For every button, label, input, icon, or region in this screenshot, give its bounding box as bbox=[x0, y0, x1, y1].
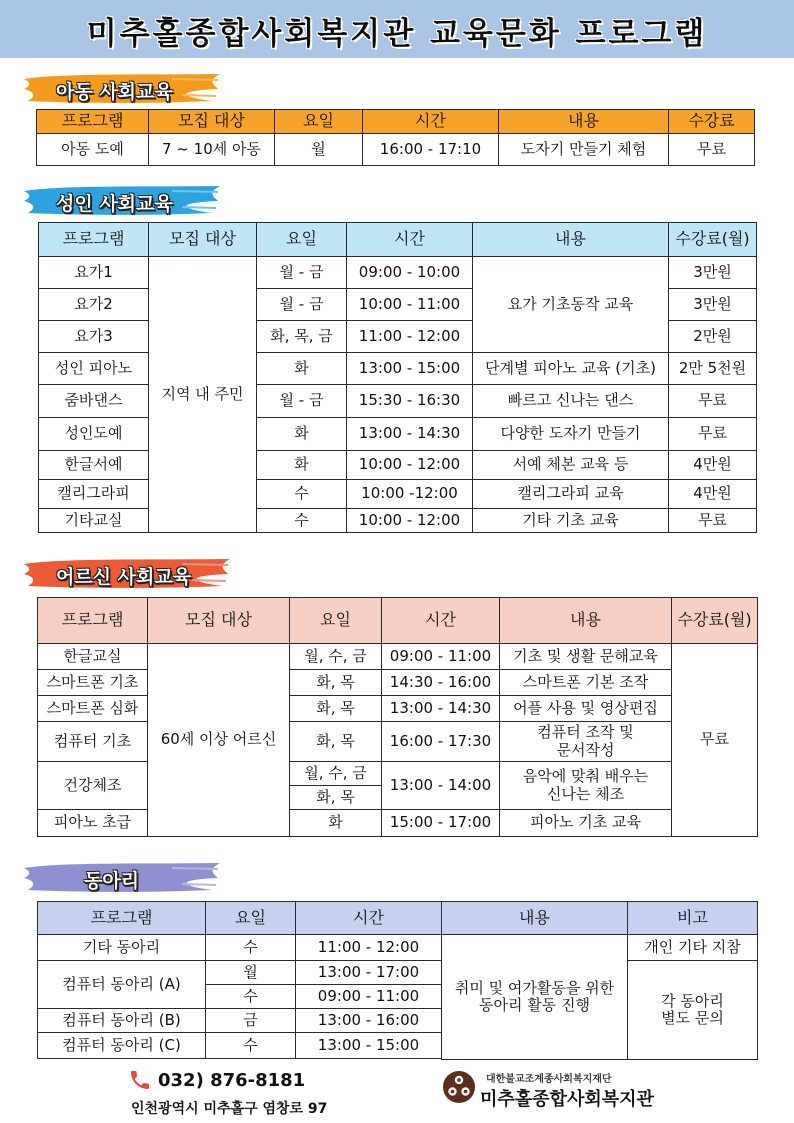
column-header: 모집 대상 bbox=[148, 598, 290, 644]
phone-icon bbox=[128, 1068, 152, 1092]
class-time: 16:00 - 17:30 bbox=[382, 722, 500, 762]
class-time: 13:00 - 14:00 bbox=[382, 762, 500, 810]
class-day: 월 - 금 bbox=[257, 385, 347, 418]
section-title: 동아리 bbox=[84, 870, 140, 892]
class-time: 13:00 - 14:30 bbox=[347, 418, 473, 451]
contact-phone bbox=[128, 1068, 305, 1092]
class-note: 개인 기타 지참 bbox=[628, 935, 758, 961]
class-content: 다양한 도자기 만들기 bbox=[473, 418, 669, 451]
section-label-adult bbox=[22, 183, 222, 217]
class-content: 기초 및 생활 문해교육 bbox=[500, 644, 672, 670]
table-row bbox=[39, 257, 757, 289]
class-time: 09:00 - 10:00 bbox=[347, 257, 473, 289]
class-day: 화, 목 bbox=[290, 722, 382, 762]
class-day: 월 bbox=[206, 961, 296, 985]
program-name: 기타 동아리 bbox=[38, 935, 206, 961]
column-header: 모집 대상 bbox=[149, 110, 275, 134]
program-name: 성인 피아노 bbox=[39, 353, 149, 385]
class-fee: 무료 bbox=[672, 644, 758, 837]
spacer-cell bbox=[38, 1059, 206, 1060]
class-note bbox=[628, 961, 758, 1060]
program-name: 기타교실 bbox=[39, 509, 149, 533]
program-name: 컴퓨터 동아리 (C) bbox=[38, 1033, 206, 1059]
class-day: 화, 목 bbox=[290, 786, 382, 810]
content-line: 신나는 체조 bbox=[546, 784, 625, 803]
target-group: 지역 내 주민 bbox=[149, 257, 257, 533]
spacer-cell bbox=[206, 1059, 296, 1060]
program-name: 요가1 bbox=[39, 257, 149, 289]
class-fee: 4만원 bbox=[669, 480, 757, 509]
note-line: 별도 문의 bbox=[661, 1009, 724, 1027]
class-fee: 무료 bbox=[669, 509, 757, 533]
content-line: 문서작성 bbox=[556, 740, 615, 759]
column-header: 요일 bbox=[290, 598, 382, 644]
class-fee: 무료 bbox=[669, 134, 755, 166]
organization-name: 미추홀종합사회복지관 bbox=[480, 1089, 654, 1110]
class-day: 수 bbox=[206, 985, 296, 1009]
class-time: 13:00 - 14:30 bbox=[382, 696, 500, 722]
content-line: 동아리 활동 진행 bbox=[479, 996, 590, 1014]
class-time: 15:00 - 17:00 bbox=[382, 810, 500, 837]
foundation-logo bbox=[442, 1070, 476, 1104]
content-line: 음악에 맞춰 배우는 bbox=[522, 767, 649, 786]
table-row bbox=[39, 353, 757, 385]
table-header-row bbox=[38, 598, 758, 644]
table-row bbox=[38, 644, 758, 670]
class-day: 수 bbox=[206, 935, 296, 961]
class-day: 화 bbox=[257, 353, 347, 385]
class-time: 10:00 - 12:00 bbox=[347, 451, 473, 480]
column-header: 프로그램 bbox=[38, 598, 148, 644]
class-day: 수 bbox=[257, 509, 347, 533]
class-time: 13:00 - 15:00 bbox=[296, 1033, 442, 1059]
class-content bbox=[442, 935, 628, 1060]
class-content: 캘리그라피 교육 bbox=[473, 480, 669, 509]
program-name: 캘리그라피 bbox=[39, 480, 149, 509]
class-day: 화, 목 bbox=[290, 670, 382, 696]
class-day: 화 bbox=[290, 810, 382, 837]
column-header: 내용 bbox=[500, 598, 672, 644]
class-time: 10:00 - 12:00 bbox=[347, 509, 473, 533]
class-day: 월 bbox=[275, 134, 363, 166]
class-content: 빠르고 신나는 댄스 bbox=[473, 385, 669, 418]
class-fee: 2만 5천원 bbox=[669, 353, 757, 385]
content-line: 컴퓨터 조작 및 bbox=[537, 723, 634, 742]
class-day: 화 bbox=[257, 451, 347, 480]
table-row bbox=[38, 810, 758, 837]
class-day: 월 - 금 bbox=[257, 257, 347, 289]
target-group: 7 ~ 10세 아동 bbox=[149, 134, 275, 166]
table-row bbox=[38, 696, 758, 722]
column-header: 시간 bbox=[296, 902, 442, 935]
table-row bbox=[38, 722, 758, 762]
class-time: 10:00 -12:00 bbox=[347, 480, 473, 509]
class-time: 10:00 - 11:00 bbox=[347, 289, 473, 321]
class-time: 11:00 - 12:00 bbox=[296, 935, 442, 961]
section-title: 어르신 사회교육 bbox=[56, 566, 192, 588]
club-program-table bbox=[37, 901, 758, 1060]
section-title: 성인 사회교육 bbox=[56, 193, 173, 215]
section-label-senior bbox=[22, 556, 232, 590]
class-content: 기타 기초 교육 bbox=[473, 509, 669, 533]
section-label-club bbox=[22, 860, 222, 894]
program-name: 건강체조 bbox=[38, 762, 148, 810]
program-name: 스마트폰 기초 bbox=[38, 670, 148, 696]
column-header: 시간 bbox=[347, 223, 473, 257]
class-content: 서예 체본 교육 등 bbox=[473, 451, 669, 480]
class-time: 13:00 - 16:00 bbox=[296, 1009, 442, 1033]
column-header: 시간 bbox=[382, 598, 500, 644]
class-content bbox=[500, 762, 672, 810]
program-name: 스마트폰 심화 bbox=[38, 696, 148, 722]
class-day: 화, 목, 금 bbox=[257, 321, 347, 353]
adult-program-table bbox=[38, 222, 757, 533]
program-name: 한글서예 bbox=[39, 451, 149, 480]
page-title: 미추홀종합사회복지관 교육문화 프로그램 bbox=[86, 16, 708, 52]
class-content: 스마트폰 기본 조작 bbox=[500, 670, 672, 696]
class-content bbox=[500, 722, 672, 762]
phone-number: 032) 876-8181 bbox=[158, 1069, 306, 1091]
column-header: 프로그램 bbox=[37, 110, 149, 134]
program-name: 요가2 bbox=[39, 289, 149, 321]
class-time: 11:00 - 12:00 bbox=[347, 321, 473, 353]
column-header: 비고 bbox=[628, 902, 758, 935]
class-content: 도자기 만들기 체험 bbox=[499, 134, 669, 166]
column-header: 수강료(월) bbox=[669, 223, 757, 257]
class-day: 화, 목 bbox=[290, 696, 382, 722]
column-header: 요일 bbox=[206, 902, 296, 935]
target-group: 60세 이상 어르신 bbox=[148, 644, 290, 837]
content-line: 취미 및 여가활동을 위한 bbox=[454, 978, 615, 997]
class-time: 09:00 - 11:00 bbox=[382, 644, 500, 670]
section-title: 아동 사회교육 bbox=[56, 81, 173, 103]
class-day: 화 bbox=[257, 418, 347, 451]
table-row bbox=[39, 385, 757, 418]
class-fee: 3만원 bbox=[669, 289, 757, 321]
table-header-row bbox=[37, 110, 755, 134]
table-header-row bbox=[38, 902, 758, 935]
children-program-table bbox=[36, 109, 755, 166]
address: 인천광역시 미추홀구 염창로 97 bbox=[131, 1101, 328, 1117]
spacer-cell bbox=[296, 1059, 442, 1060]
class-time: 09:00 - 11:00 bbox=[296, 985, 442, 1009]
program-name: 피아노 초급 bbox=[38, 810, 148, 837]
class-fee: 무료 bbox=[669, 418, 757, 451]
table-header-row bbox=[39, 223, 757, 257]
column-header: 요일 bbox=[257, 223, 347, 257]
class-fee: 4만원 bbox=[669, 451, 757, 480]
class-time: 15:30 - 16:30 bbox=[347, 385, 473, 418]
section-label-children bbox=[22, 71, 222, 105]
program-name: 줌바댄스 bbox=[39, 385, 149, 418]
column-header: 시간 bbox=[363, 110, 499, 134]
program-name: 성인도예 bbox=[39, 418, 149, 451]
foundation-name: 대한불교조계종사회복지재단 bbox=[486, 1074, 612, 1085]
class-fee: 무료 bbox=[669, 385, 757, 418]
class-time: 14:30 - 16:00 bbox=[382, 670, 500, 696]
class-day: 금 bbox=[206, 1009, 296, 1033]
column-header: 수강료(월) bbox=[672, 598, 758, 644]
program-name: 컴퓨터 동아리 (B) bbox=[38, 1009, 206, 1033]
program-name: 컴퓨터 동아리 (A) bbox=[38, 961, 206, 1009]
column-header: 프로그램 bbox=[38, 902, 206, 935]
table-row bbox=[37, 134, 755, 166]
column-header: 내용 bbox=[499, 110, 669, 134]
program-name: 요가3 bbox=[39, 321, 149, 353]
column-header: 모집 대상 bbox=[149, 223, 257, 257]
table-row bbox=[38, 762, 758, 786]
table-row bbox=[38, 935, 758, 961]
column-header: 내용 bbox=[473, 223, 669, 257]
column-header: 내용 bbox=[442, 902, 628, 935]
class-content: 단계별 피아노 교육 (기초) bbox=[473, 353, 669, 385]
class-content: 요가 기초동작 교육 bbox=[473, 257, 669, 353]
class-time: 13:00 - 17:00 bbox=[296, 961, 442, 985]
table-row bbox=[39, 418, 757, 451]
program-name: 한글교실 bbox=[38, 644, 148, 670]
table-row bbox=[38, 961, 758, 985]
class-fee: 3만원 bbox=[669, 257, 757, 289]
program-name: 아동 도예 bbox=[37, 134, 149, 166]
program-name: 컴퓨터 기초 bbox=[38, 722, 148, 762]
column-header: 수강료 bbox=[669, 110, 755, 134]
class-day: 월 - 금 bbox=[257, 289, 347, 321]
class-time: 16:00 - 17:10 bbox=[363, 134, 499, 166]
class-content: 피아노 기초 교육 bbox=[500, 810, 672, 837]
column-header: 프로그램 bbox=[39, 223, 149, 257]
class-day: 수 bbox=[206, 1033, 296, 1059]
senior-program-table bbox=[37, 597, 758, 837]
class-day: 월, 수, 금 bbox=[290, 762, 382, 786]
class-fee: 2만원 bbox=[669, 321, 757, 353]
table-row bbox=[39, 451, 757, 480]
class-content: 어플 사용 및 영상편집 bbox=[500, 696, 672, 722]
table-row bbox=[38, 670, 758, 696]
column-header: 요일 bbox=[275, 110, 363, 134]
table-row bbox=[39, 480, 757, 509]
note-line: 각 동아리 bbox=[661, 991, 724, 1010]
class-day: 월, 수, 금 bbox=[290, 644, 382, 670]
class-day: 수 bbox=[257, 480, 347, 509]
class-time: 13:00 - 15:00 bbox=[347, 353, 473, 385]
table-row bbox=[39, 509, 757, 533]
